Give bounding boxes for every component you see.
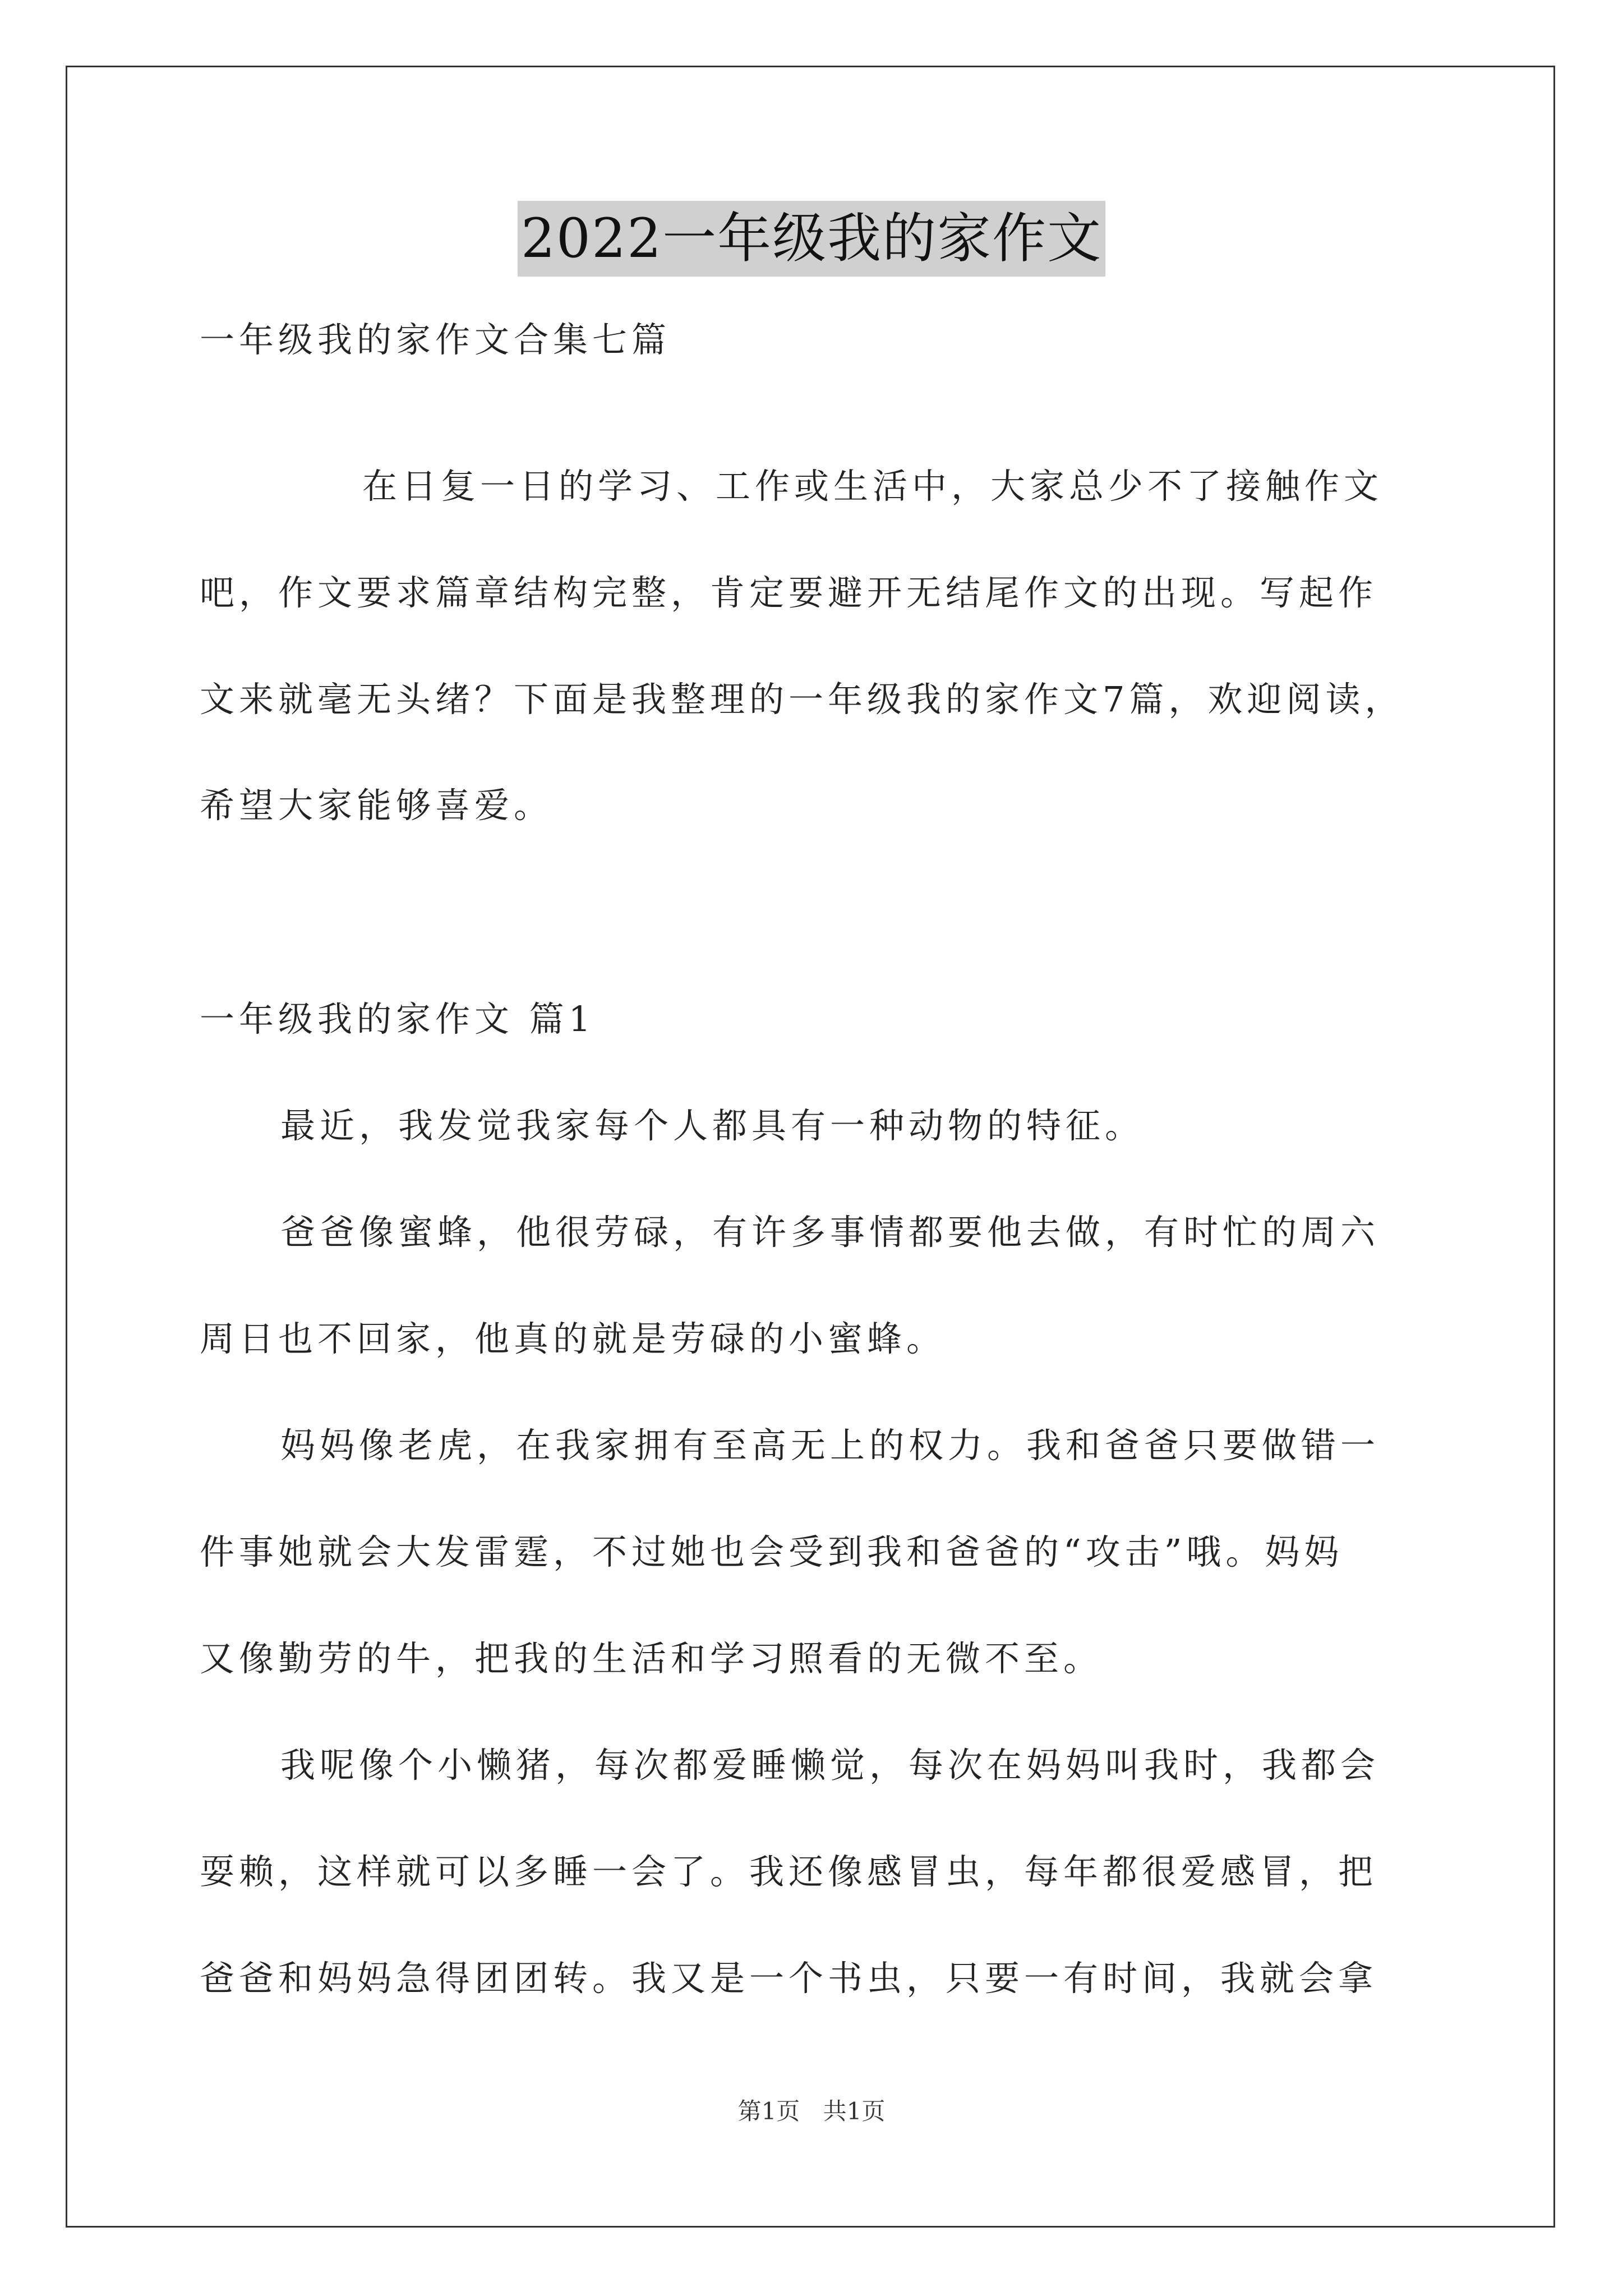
body-line-6: 又像勤劳的牛，把我的生活和学习照看的无微不至。 [200,1638,1103,1679]
section-heading: 一年级我的家作文 篇1 [200,999,596,1039]
body-line-1: 最近，我发觉我家每个人都具有一种动物的特征。 [280,1105,1145,1146]
body-line-2: 爸爸像蜜蜂，他很劳碌，有许多事情都要他去做，有时忙的周六 [280,1212,1380,1253]
page-total: 共1页 [823,2097,886,2125]
body-line-9: 爸爸和妈妈急得团团转。我又是一个书虫，只要一有时间，我就会拿 [200,1958,1378,1999]
intro-line-3: 文来就毫无头绪？下面是我整理的一年级我的家作文7篇，欢迎阅读， [200,679,1404,720]
body-line-4: 妈妈像老虎，在我家拥有至高无上的权力。我和爸爸只要做错一 [280,1425,1380,1466]
intro-line-1: 在日复一日的学习、工作或生活中，大家总少不了接触作文 [362,466,1384,507]
document-subtitle: 一年级我的家作文合集七篇 [200,319,671,360]
intro-line-4: 希望大家能够喜爱。 [200,785,554,826]
body-line-7: 我呢像个小懒猪，每次都爱睡懒觉，每次在妈妈叫我时，我都会 [280,1745,1380,1786]
document-title: 2022一年级我的家作文 [518,201,1105,277]
body-line-8: 耍赖，这样就可以多睡一会了。我还像感冒虫，每年都很爱感冒，把 [200,1851,1378,1892]
body-line-3: 周日也不回家，他真的就是劳碌的小蜜蜂。 [200,1318,946,1359]
title-container [0,201,1623,277]
intro-line-2: 吧，作文要求篇章结构完整，肯定要避开无结尾作文的出现。写起作 [200,572,1378,613]
page-footer [0,2095,1623,2128]
body-line-5: 件事她就会大发雷霆，不过她也会受到我和爸爸的“攻击”哦。妈妈 [200,1531,1344,1572]
page-number: 第1页 [737,2097,800,2125]
